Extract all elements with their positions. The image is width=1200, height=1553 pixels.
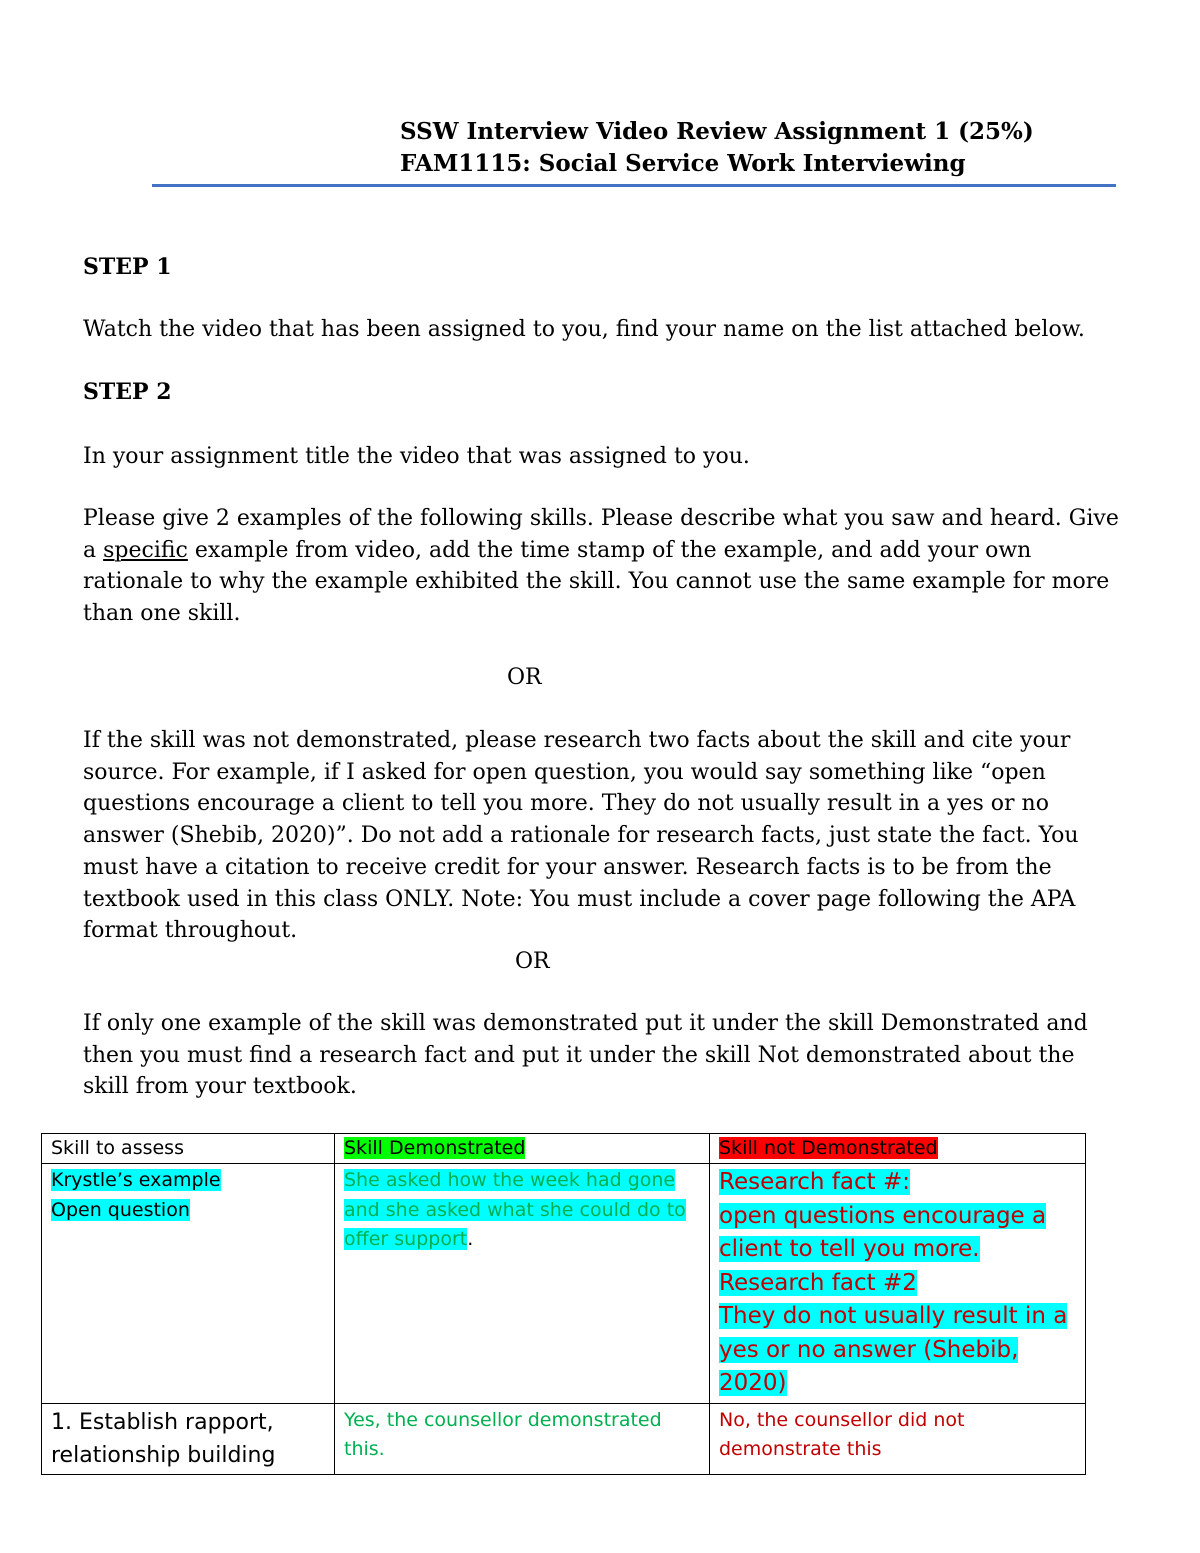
skill-1-demonstrated-cell: Yes, the counsellor demonstrated this. <box>335 1403 710 1474</box>
example-name: Krystle’s example <box>51 1169 221 1191</box>
table-header-row <box>42 1134 1086 1164</box>
research-paragraph: If the skill was not demonstrated, please research two facts about the skill and cite your source. For example, if I asked for open question, you would say something like “open questions encourage a client to tell you more. They do not usually result in a yes or no answer (Shebib, 2020)”. Do not add a rationale for research facts, just state the fact. You must have a citation to receive credit for your answer. Research facts is to be from the textbook used in this class ONLY. Note: You must include a cover page following the APA format throughout. <box>83 728 1079 944</box>
or-separator-1: OR <box>507 665 542 690</box>
instructions-text-a: Please give 2 examples of the following skills. Please describe what you saw and heard. Give a <box>83 506 1119 563</box>
title-line-2: FAM1115: Social Service Work Interviewing <box>400 150 966 177</box>
one-example-paragraph: If only one example of the skill was demonstrated put it under the skill Demonstrated and then you must find a research fact and put it under the skill Not demonstrated about the skill from your textbook. <box>83 1011 1088 1100</box>
research-fact-2-text: They do not usually result in a yes or no answer (Shebib, 2020) <box>719 1303 1068 1396</box>
header-skill-to-assess: Skill to assess <box>42 1134 335 1164</box>
example-skill-cell <box>42 1164 335 1404</box>
example-skill: Open question <box>51 1198 190 1221</box>
document-title <box>400 116 1034 180</box>
header-skill-not-demonstrated: Skill not Demonstrated <box>710 1134 1086 1164</box>
title-line-1: SSW Interview Video Review Assignment 1 (25%) <box>400 118 1034 145</box>
skill-1-not-demonstrated-cell: No, the counsellor did not demonstrate this <box>710 1403 1086 1474</box>
or-separator-2: OR <box>515 949 550 974</box>
step1-heading: STEP 1 <box>83 254 172 280</box>
example-not-demonstrated-cell <box>710 1164 1086 1404</box>
step1-text: Watch the video that has been assigned to you, find your name on the list attached below. <box>83 317 1085 342</box>
skills-table <box>41 1133 1086 1475</box>
example-demonstrated-cell: She asked how the week had gone and she asked what she could do to offer support. <box>335 1164 710 1404</box>
instructions-paragraph <box>83 503 1123 630</box>
title-underline-rule <box>152 184 1116 187</box>
table-row <box>42 1403 1086 1474</box>
header-skill-demonstrated: Skill Demonstrated <box>335 1134 710 1164</box>
step2-heading: STEP 2 <box>83 379 172 405</box>
specific-underlined-word: specific <box>103 537 188 563</box>
research-fact-1-label: Research fact #: <box>719 1169 910 1195</box>
research-fact-1-text: open questions encourage a client to tell you more. <box>719 1202 1047 1262</box>
research-fact-2-label: Research fact #2 <box>719 1269 917 1296</box>
skill-1-cell: 1. Establish rapport, relationship building <box>42 1403 335 1474</box>
table-row <box>42 1164 1086 1404</box>
instructions-text-b: example from video, add the time stamp of the example, and add your own rationale to why the example exhibited the skill. You cannot use the same example for more than one skill. <box>83 537 1110 627</box>
step2-intro: In your assignment title the video that was assigned to you. <box>83 444 750 469</box>
